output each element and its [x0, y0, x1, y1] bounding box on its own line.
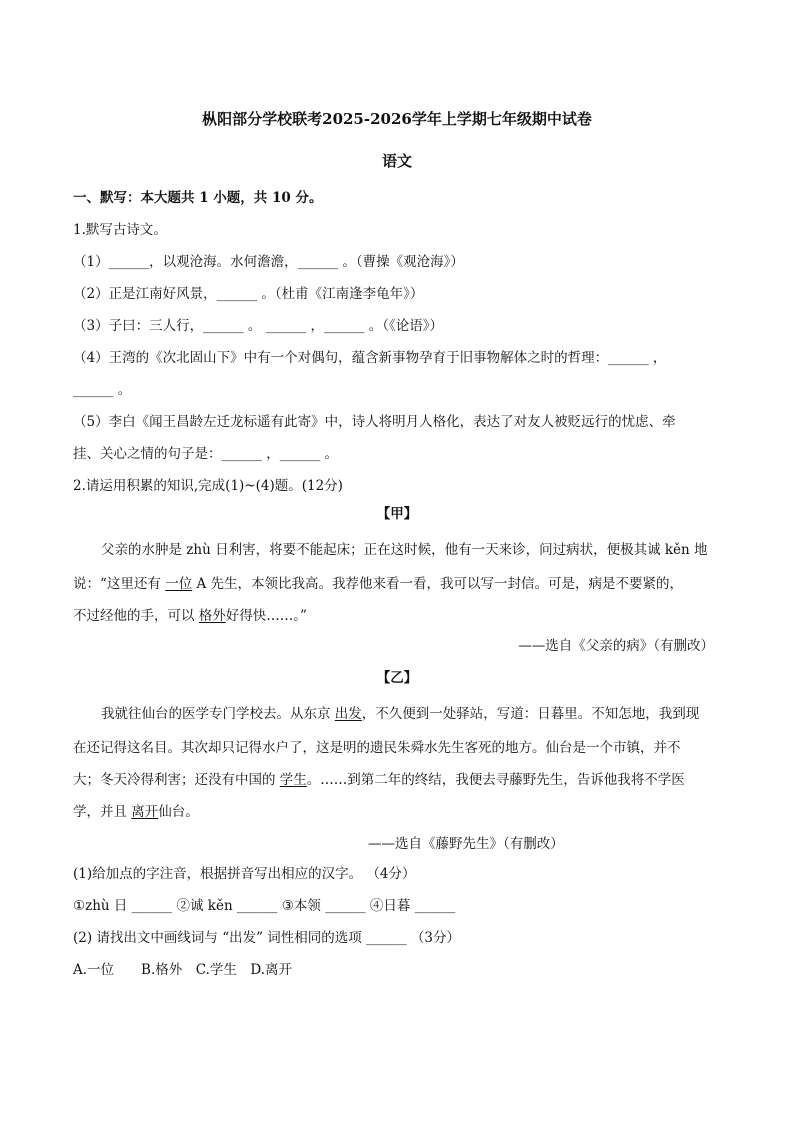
- passage-a-line: [73, 572, 683, 592]
- passage-text: 说：“这里还有: [73, 576, 166, 592]
- q1-item-4: （4）王湾的《次北固山下》中有一个对偶句，蕴含新事物孕育于旧事物解体之时的哲理：______ ，: [73, 350, 667, 366]
- passage-a-line: [73, 604, 307, 624]
- q1-item-2: （2）正是江南好风景，______ 。（杜甫《江南逢李龟年》）: [73, 286, 424, 302]
- q1-item-5: （5）李白《闻王昌龄左迁龙标遥有此寄》中，诗人将明月人格化，表达了对友人被贬远行的忧虑、牵: [73, 414, 676, 430]
- section-heading: 一、默写：本大题共 1 小题，共 10 分。: [73, 190, 323, 206]
- passage-text: 不过经他的手，可以: [73, 608, 199, 624]
- passage-text: 父亲的水肿是 zhù 日利害，将要不能起床；正在这时候，他有一天来诊，问过病状，便极其诚 kěn 地: [101, 542, 708, 558]
- sub-question-1: (1)给加点的字注音，根据拼音写出相应的汉字。 （4分）: [73, 866, 416, 882]
- passage-text: A 先生，本领比我高。我荐他来看一看，我可以写一封信。可是，病是不要紧的，: [192, 576, 684, 592]
- question-2-intro: 2.请运用积累的知识,完成(1)~(4)题。(12分): [73, 478, 343, 494]
- q1-item-4-cont: ______ 。: [73, 382, 132, 398]
- exam-title: 枞阳部分学校联考2025-2026学年上学期七年级期中试卷: [202, 110, 592, 128]
- q1-item-3: （3）子曰：三人行，______ 。 ______ ，______ 。（《论语》）: [73, 318, 444, 334]
- passage-b-source: ——选自《藤野先生》（有删改）: [368, 836, 564, 852]
- underlined-word: 学生: [279, 772, 307, 788]
- sub-question-1-items: ①zhù 日 ______ ②诚 kěn ______ ③本领 ______ ④日暮 ______: [73, 898, 456, 914]
- q1-item-1: （1）______，以观沧海。水何澹澹，______ 。（曹操《观沧海》）: [73, 254, 464, 270]
- passage-text: 仙台。: [158, 804, 199, 820]
- sub-question-2-options: A.一位 B.格外 C.学生 D.离开: [73, 962, 293, 978]
- passage-text: ，不久便到一处驿站，写道：日暮里。不知怎地，我到现: [361, 706, 700, 722]
- underlined-word: 出发: [334, 706, 362, 722]
- q1-item-5-cont: 挂、关心之情的句子是：______ ，______ 。: [73, 446, 339, 462]
- passage-text: 大；冬天冷得利害；还没有中国的: [73, 772, 280, 788]
- passage-b-line: [73, 800, 199, 820]
- passage-b-line: [73, 768, 685, 788]
- underlined-word: 离开: [131, 804, 159, 820]
- passage-a-line: [101, 538, 708, 558]
- passage-b-line: [73, 736, 681, 756]
- subject-title: 语文: [381, 152, 412, 170]
- underlined-word: 一位: [165, 576, 193, 592]
- passage-text: 好得快……。”: [225, 608, 307, 624]
- passage-text: 学，并且: [73, 804, 132, 820]
- sub-question-2: (2) 请找出文中画线词与 “出发” 词性相同的选项 ______ （3分）: [73, 930, 460, 946]
- question-1-intro: 1.默写古诗文。: [73, 222, 167, 238]
- passage-text: 在还记得这名目。其次却只记得水户了，这是明的遗民朱舜水先生客死的地方。仙台是一个市镇，并不: [73, 740, 681, 756]
- passage-text: 。……到第二年的终结，我便去寻藤野先生，告诉他我将不学医: [306, 772, 685, 788]
- passage-b-label: 【乙】: [376, 670, 418, 686]
- passage-text: 我就往仙台的医学专门学校去。从东京: [101, 706, 335, 722]
- passage-b-line: [101, 702, 699, 722]
- passage-a-source: ——选自《父亲的病》（有删改）: [518, 638, 714, 654]
- underlined-word: 格外: [198, 608, 226, 624]
- passage-a-label: 【甲】: [376, 506, 418, 522]
